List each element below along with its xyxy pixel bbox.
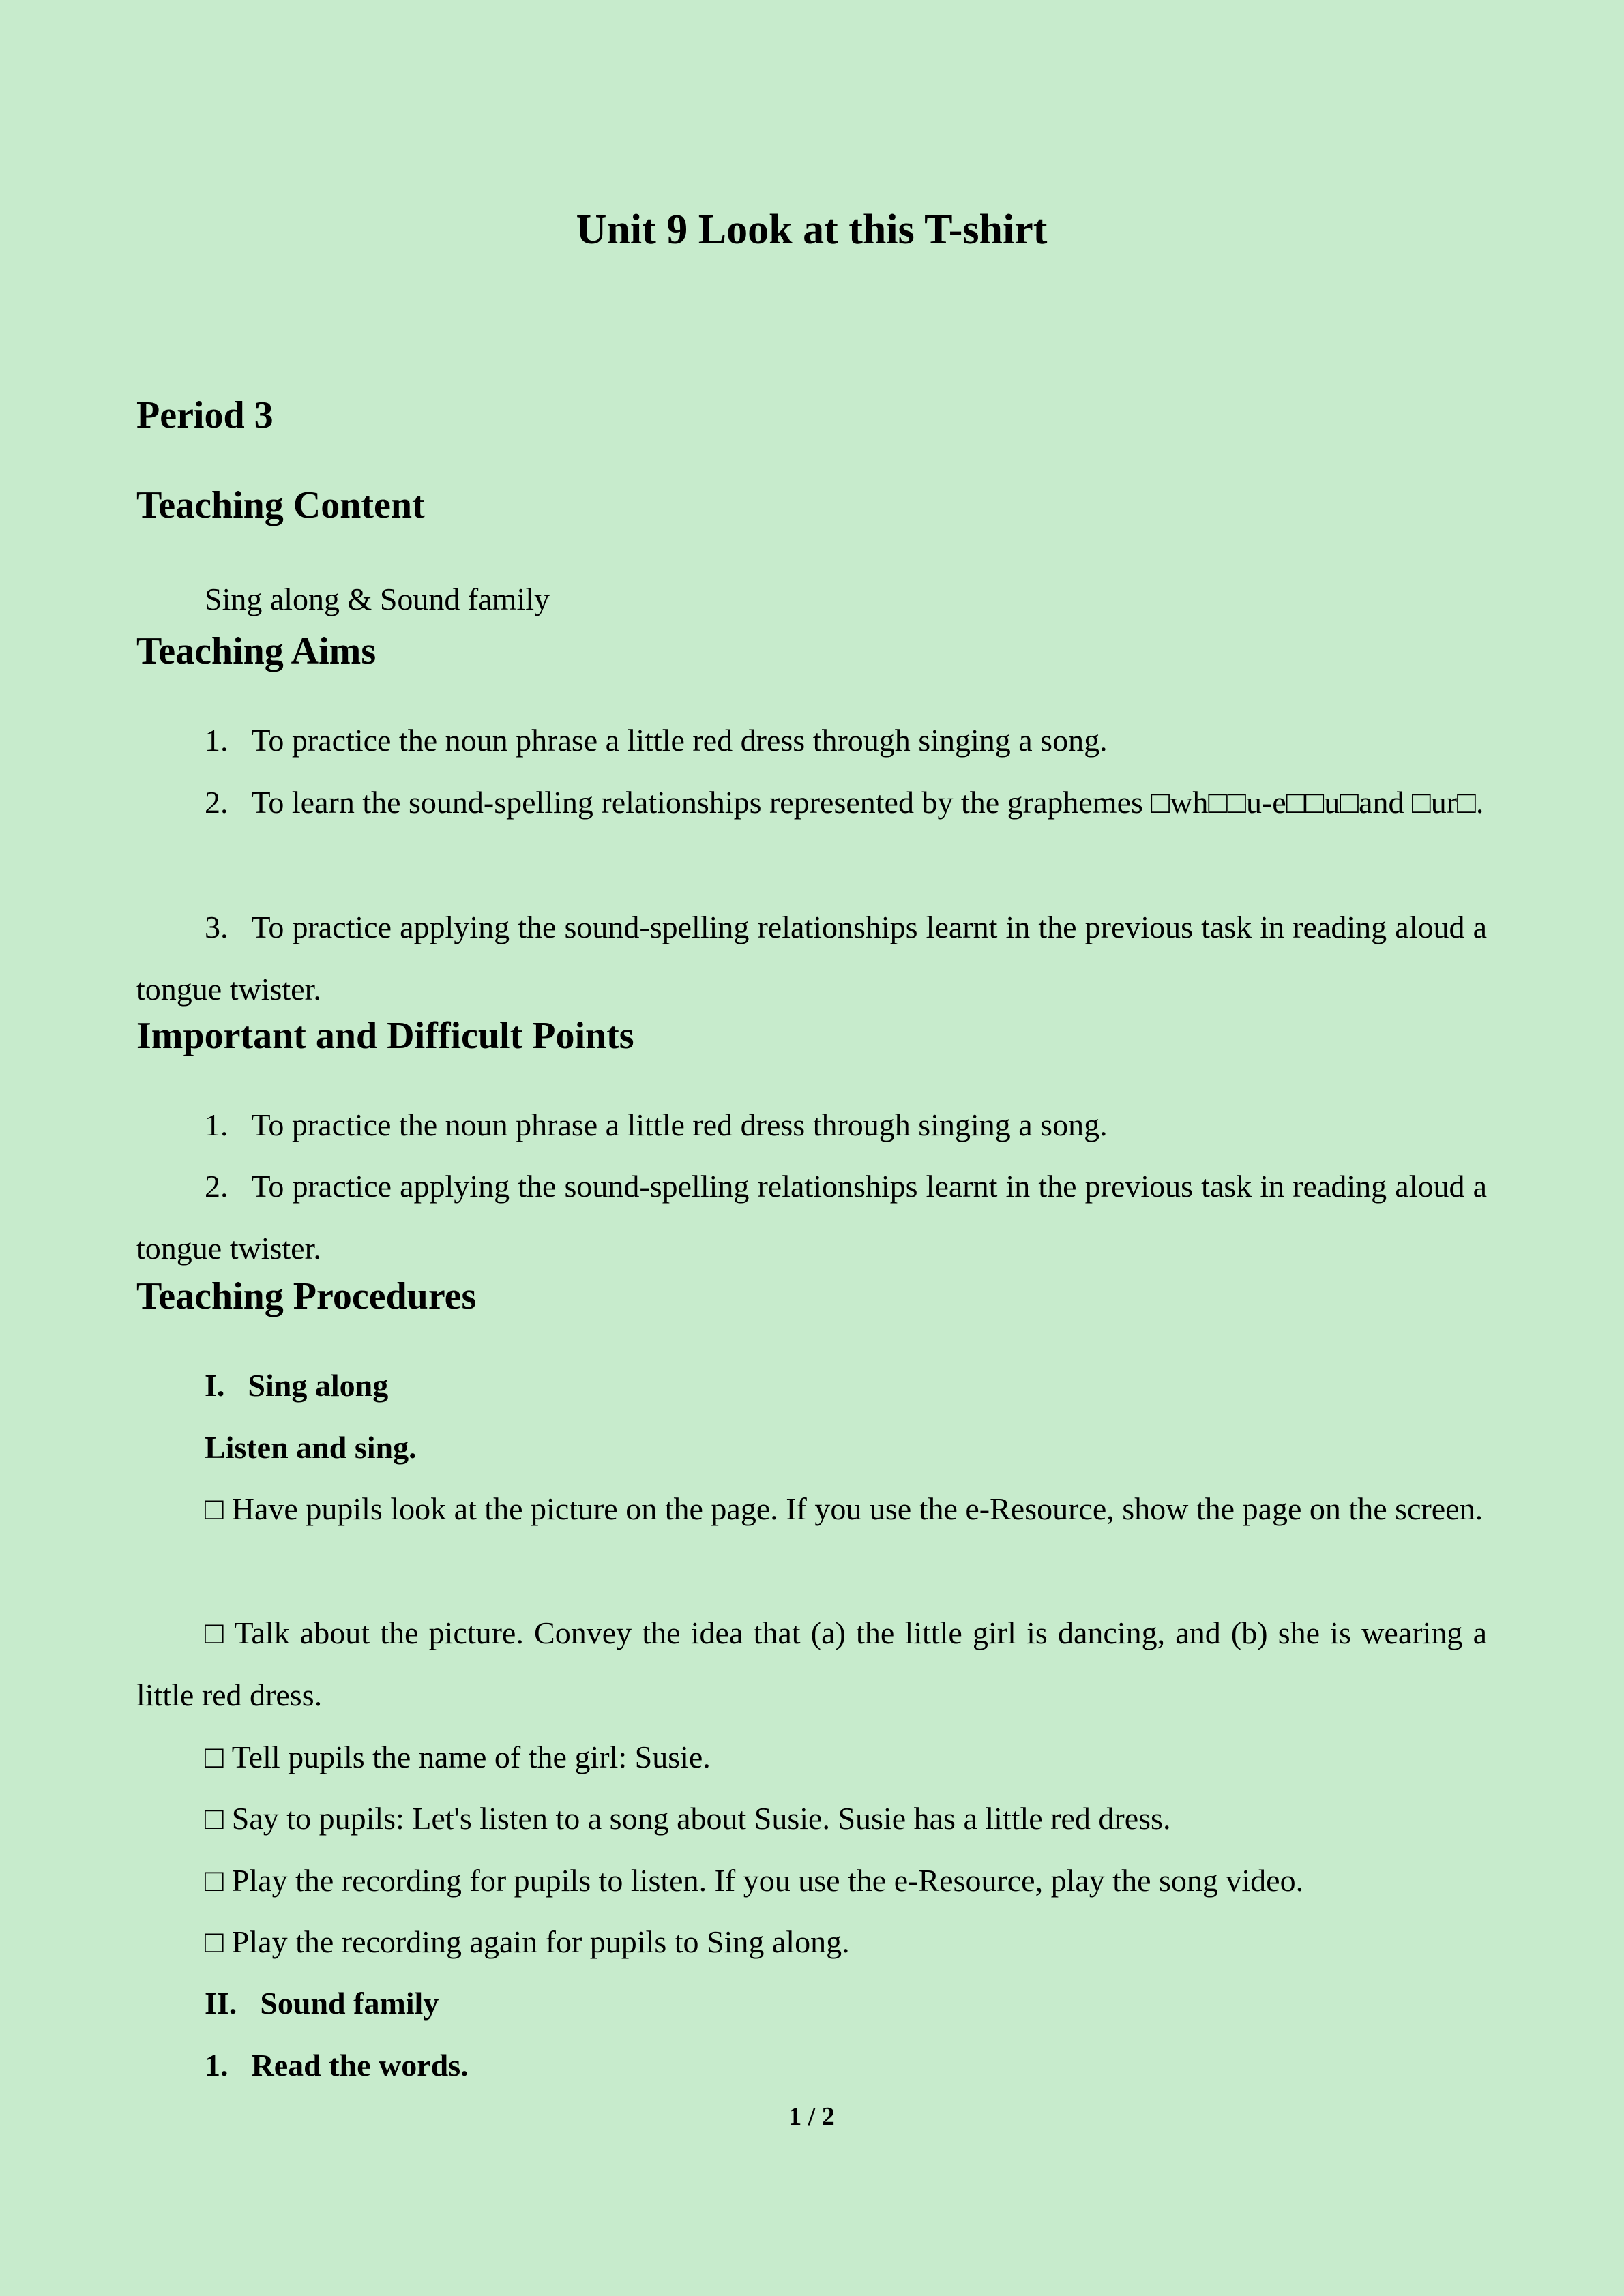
section-heading-teaching-content: Teaching Content xyxy=(136,484,425,526)
aims-item-2 xyxy=(136,771,1487,833)
list-number: 2. xyxy=(205,785,228,820)
tofu-bullet-icon: □ xyxy=(205,1924,224,1959)
document-title: Unit 9 Look at this T-shirt xyxy=(576,207,1048,253)
procedure-bullet-1 xyxy=(136,1478,1487,1540)
read-the-words-subtitle xyxy=(136,2034,1487,2096)
procedure-step-2-title xyxy=(136,1972,1487,2034)
list-number: 1. xyxy=(205,1107,228,1142)
tofu-bullet-icon: □ xyxy=(205,1740,224,1774)
tofu-bullet-icon: □ xyxy=(205,1491,224,1526)
page-number: 1 / 2 xyxy=(788,2102,835,2131)
points-item-2 xyxy=(136,1155,1487,1279)
points-item-1-text: To practice the noun phrase a little red dress through singing a song. xyxy=(251,1107,1108,1142)
section-heading-teaching-procedures: Teaching Procedures xyxy=(136,1275,477,1317)
procedure-bullet-2-text: Talk about the picture. Convey the idea that (a) the little girl is dancing, and (b) she is wearing a little red dress. xyxy=(136,1615,1487,1712)
tofu-bullet-icon: □ xyxy=(205,1615,226,1650)
aims-item-3-text: To practice applying the sound-spelling relationships learnt in the previous task in reading aloud a tongue twister. xyxy=(136,910,1487,1007)
aims-item-3 xyxy=(136,896,1487,1020)
procedure-bullet-5 xyxy=(136,1849,1487,1911)
list-number: II. xyxy=(205,1986,237,2021)
procedure-bullet-5-text: Play the recording for pupils to listen. If you use the e-Resource, play the song video. xyxy=(231,1863,1304,1898)
procedure-bullet-6 xyxy=(136,1911,1487,1973)
aims-item-1 xyxy=(136,709,1487,771)
tofu-bullet-icon: □ xyxy=(205,1863,224,1898)
procedure-bullet-2 xyxy=(136,1602,1487,1726)
teaching-content-text: Sing along & Sound family xyxy=(205,582,550,616)
procedure-bullet-4-text: Say to pupils: Let's listen to a song about Susie. Susie has a little red dress. xyxy=(231,1801,1171,1836)
points-item-1 xyxy=(136,1094,1487,1156)
listen-and-sing-subtitle: Listen and sing. xyxy=(205,1430,417,1465)
list-number: 2. xyxy=(205,1169,228,1204)
list-number: 3. xyxy=(205,910,228,944)
section-heading-teaching-aims: Teaching Aims xyxy=(136,630,377,672)
procedure-bullet-6-text: Play the recording again for pupils to Sing along. xyxy=(231,1924,850,1959)
procedure-bullet-4 xyxy=(136,1787,1487,1849)
procedure-step-1-title xyxy=(136,1354,1487,1416)
tofu-bullet-icon: □ xyxy=(205,1801,224,1836)
list-number: 1. xyxy=(205,723,228,758)
points-item-2-text: To practice applying the sound-spelling relationships learnt in the previous task in reading aloud a tongue twister. xyxy=(136,1169,1487,1266)
procedure-step-1-title-text: Sing along xyxy=(248,1368,389,1403)
procedure-step-2-title-text: Sound family xyxy=(260,1986,439,2021)
aims-item-2-text: To learn the sound-spelling relationships represented by the graphemes □wh□□u-e□□u□and □ur□. xyxy=(251,785,1484,820)
procedure-bullet-3 xyxy=(136,1726,1487,1788)
aims-item-1-text: To practice the noun phrase a little red dress through singing a song. xyxy=(251,723,1108,758)
list-number: I. xyxy=(205,1368,225,1403)
list-number: 1. xyxy=(205,2048,228,2083)
section-heading-important-points: Important and Difficult Points xyxy=(136,1015,634,1057)
read-the-words-subtitle-text: Read the words. xyxy=(251,2048,469,2083)
procedure-bullet-1-text: Have pupils look at the picture on the page. If you use the e-Resource, show the page on the screen. xyxy=(231,1491,1483,1526)
procedure-bullet-3-text: Tell pupils the name of the girl: Susie. xyxy=(231,1740,711,1774)
section-heading-period-3: Period 3 xyxy=(136,394,274,436)
